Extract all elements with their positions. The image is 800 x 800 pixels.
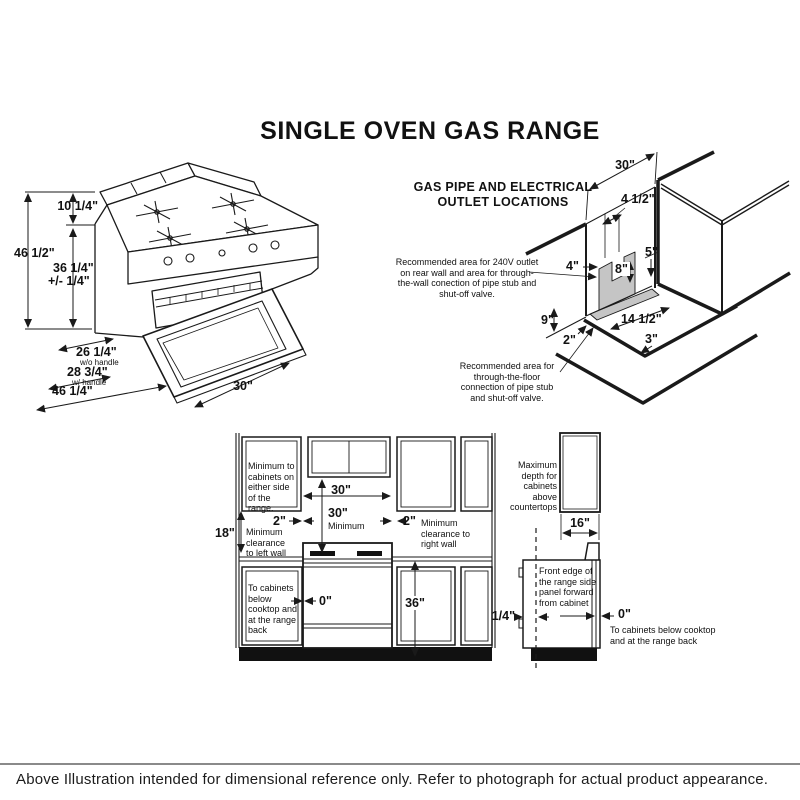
- note-left-wall: Minimum clearance to left wall: [246, 527, 287, 559]
- dim-width-between-cabinets: 30": [331, 483, 351, 497]
- gas-dim-5: 5": [645, 245, 658, 259]
- dim-depth-no-handle-note: w/o handle: [80, 358, 119, 367]
- dim-gap-right: 2": [403, 514, 416, 528]
- page-title: SINGLE OVEN GAS RANGE: [260, 117, 600, 145]
- dim-depth-door-open: 46 1/4": [52, 384, 93, 398]
- note-right-wall: Minimum clearance to right wall: [421, 518, 471, 550]
- note-below-cabinets-front: To cabinets below cooktop and at the range back: [248, 583, 298, 636]
- right-cabinet-block: [658, 152, 790, 314]
- dim-front-edge-offset: 1/4": [491, 609, 515, 623]
- dim-zero-front: 0": [319, 594, 332, 608]
- gas-note-floor: Recommended area for through-the-floor connection of pipe stub and shut-off valve.: [459, 361, 555, 403]
- dim-range-width: 30": [233, 379, 253, 393]
- dim-cabinet-depth: 16": [570, 516, 590, 530]
- dim-cabinet-to-counter: 18": [215, 526, 235, 540]
- gas-dim-4: 4": [566, 259, 579, 273]
- gas-note-wall: Recommended area for 240V outlet on rear wall and area for through-the-wall conection of pipe stub and shut-off valve.: [395, 257, 539, 299]
- dim-cooktop-height-tolerance: +/- 1/4": [48, 274, 90, 288]
- note-below-cabinets-side: To cabinets below cooktop and at the range back: [610, 625, 716, 646]
- gas-heading-line2: OUTLET LOCATIONS: [437, 195, 569, 209]
- gas-dim-30: 30": [615, 158, 635, 172]
- dim-width-minimum: 30": [328, 506, 348, 520]
- dim-cooktop-height: 36 1/4": [53, 261, 94, 275]
- gas-dim-3: 3": [645, 332, 658, 346]
- note-above-cabinets: Maximum depth for cabinets above countertops: [509, 460, 557, 513]
- gas-dim-4half: 4 1/2": [621, 192, 655, 206]
- gas-dim-8: 8": [615, 262, 628, 276]
- dim-depth-no-handle: 26 1/4": [76, 345, 117, 359]
- note-front-edge: Front edge of the range side panel forward from cabinet: [539, 566, 597, 608]
- dim-gap-left: 2": [273, 514, 286, 528]
- dim-width-minimum-note: Minimum: [328, 521, 365, 531]
- dim-depth-with-handle-note: w/ handle: [72, 378, 107, 387]
- dim-depth-with-handle: 28 3/4": [67, 365, 108, 379]
- note-side-cabinets: Minimum to cabinets on either side of the range.: [248, 461, 295, 514]
- range-front-view: [303, 543, 392, 648]
- dim-backsplash-height: 10 1/4": [57, 199, 98, 213]
- gas-dim-2: 2": [563, 333, 576, 347]
- dim-counter-height: 36": [405, 596, 425, 610]
- footer-disclaimer: Above Illustration intended for dimensional reference only. Refer to photograph for actual product appearance.: [16, 771, 769, 788]
- dim-zero-side: 0": [618, 607, 631, 621]
- gas-dim-9: 9": [541, 313, 554, 327]
- gas-dim-14half: 14 1/2": [621, 312, 662, 326]
- dim-overall-height: 46 1/2": [14, 246, 55, 260]
- gas-heading-line1: GAS PIPE AND ELECTRICAL: [413, 180, 593, 194]
